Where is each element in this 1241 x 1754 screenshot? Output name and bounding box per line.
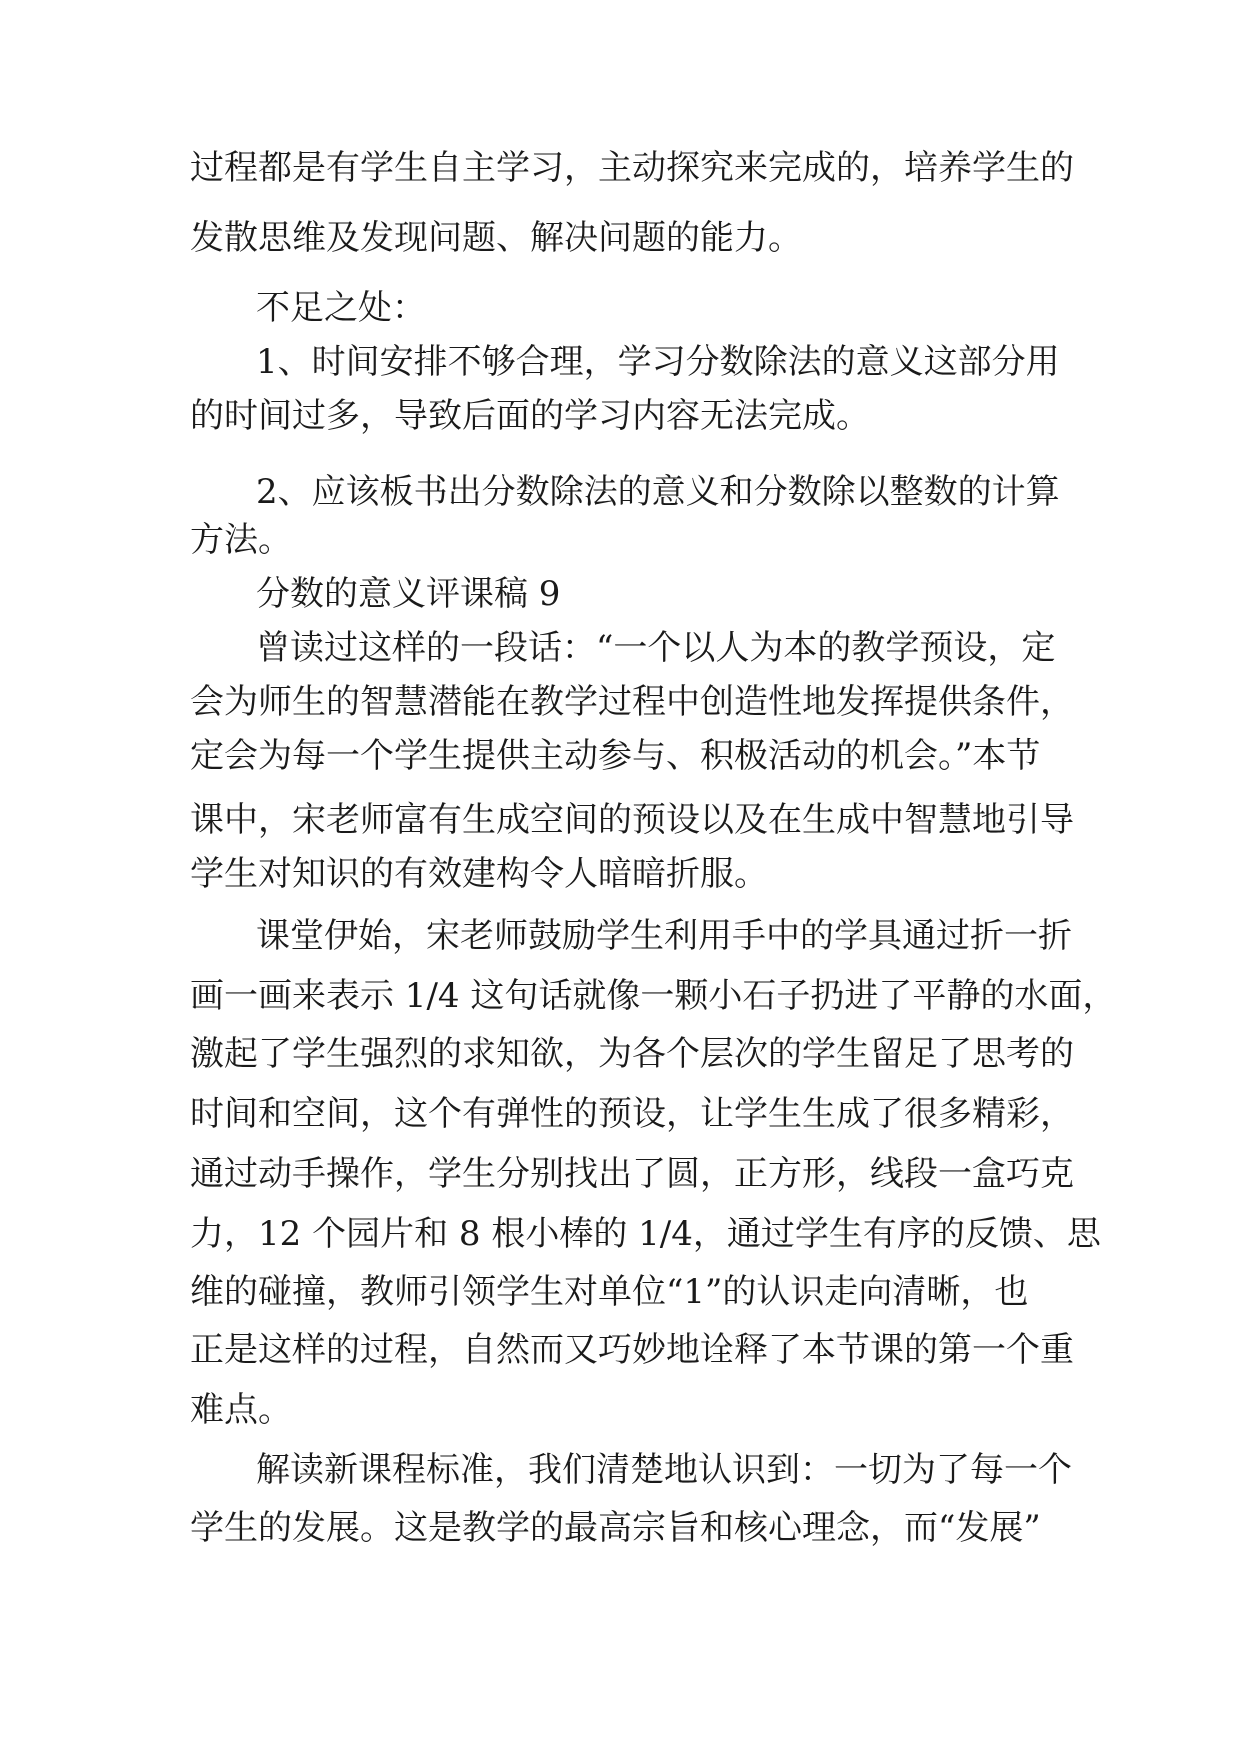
text-line: 解读新课程标准，我们清楚地认识到：一切为了每一个 [256,1450,1072,1490]
text-line: 会为师生的智慧潜能在教学过程中创造性地发挥提供条件， [190,682,1074,722]
text-line: 2、应该板书出分数除法的意义和分数除以整数的计算 [256,472,1060,512]
text-line: 正是这样的过程，自然而又巧妙地诠释了本节课的第一个重 [190,1330,1074,1370]
text-line: 力，12 个园片和 8 根小棒的 1/4，通过学生有序的反馈、思 [190,1214,1101,1254]
text-line: 激起了学生强烈的求知欲，为各个层次的学生留足了思考的 [190,1034,1074,1074]
text-line: 时间和空间，这个有弹性的预设，让学生生成了很多精彩， [190,1094,1074,1134]
text-line: 课堂伊始，宋老师鼓励学生利用手中的学具通过折一折 [256,916,1072,956]
text-line: 学生对知识的有效建构令人暗暗折服。 [190,854,768,894]
text-line: 的时间过多，导致后面的学习内容无法完成。 [190,396,870,436]
text-line: 学生的发展。这是教学的最高宗旨和核心理念，而“发展” [190,1508,1041,1548]
text-line: 维的碰撞，教师引领学生对单位“1”的认识走向清晰，也 [190,1272,1029,1312]
text-line: 通过动手操作，学生分别找出了圆，正方形，线段一盒巧克 [190,1154,1074,1194]
text-line: 方法。 [190,520,292,560]
text-line: 难点。 [190,1390,292,1430]
text-line: 画一画来表示 1/4 这句话就像一颗小石子扔进了平静的水面， [190,976,1117,1016]
section-heading: 不足之处： [256,288,426,328]
section-title: 分数的意义评课稿 9 [256,574,561,614]
text-line: 定会为每一个学生提供主动参与、积极活动的机会。”本节 [190,736,1041,776]
text-line: 曾读过这样的一段话：“一个以人为本的教学预设，定 [256,628,1056,668]
text-line: 过程都是有学生自主学习，主动探究来完成的，培养学生的 [190,148,1074,188]
text-line: 1、时间安排不够合理，学习分数除法的意义这部分用 [256,342,1060,382]
text-line: 发散思维及发现问题、解决问题的能力。 [190,218,802,258]
text-line: 课中，宋老师富有生成空间的预设以及在生成中智慧地引导 [190,800,1074,840]
